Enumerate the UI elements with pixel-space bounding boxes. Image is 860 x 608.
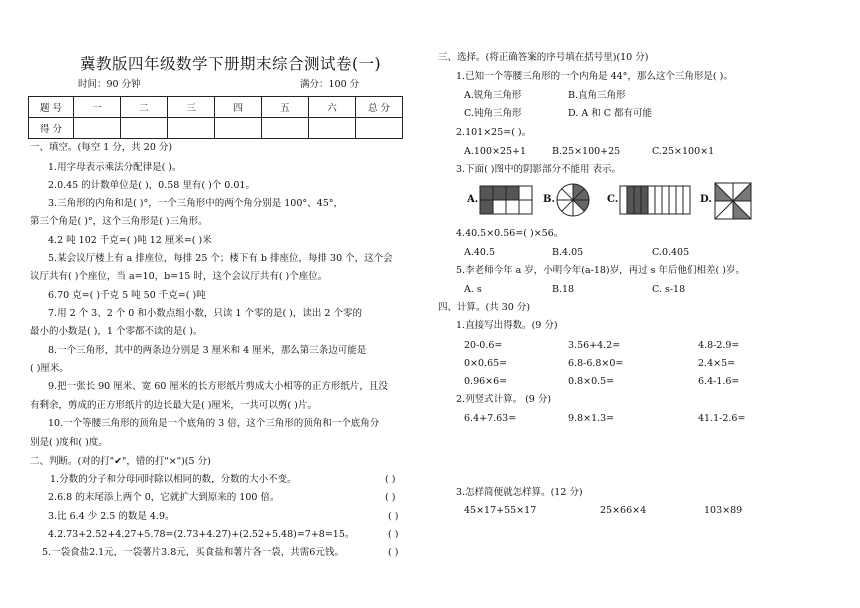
fill-q9-line1: 9.把一张长 90 厘米、宽 60 厘米的长方形纸片剪成大小相等的正方形纸片，且没	[48, 381, 388, 392]
choice-q1: 1.已知一个等腰三角形的一个内角是 44°，那么这个三角形是( )。	[456, 71, 733, 82]
direct-calc-item: 2.4×5=	[698, 358, 736, 369]
fill-q9-line2: 有剩余，剪成的正方形纸片的边长最大是( )厘米，一共可以剪( )片。	[30, 400, 317, 411]
choice-q5-option-b[interactable]: B.18	[552, 284, 575, 295]
fill-q1: 1.用字母表示乘法分配律是( )。	[48, 162, 182, 173]
page-title: 冀教版四年级数学下册期末综合测试卷(一)	[80, 55, 382, 73]
direct-calc-item: 0.8×0.5=	[568, 376, 615, 387]
choice-q2-option-c[interactable]: C.25×100×1	[652, 146, 715, 157]
fill-q5-line1: 5.某会议厅楼上有 a 排座位，每排 25 个；楼下有 b 排座位，每排 30 个，这个会	[48, 253, 393, 264]
simplify-calc-item: 25×66×4	[600, 505, 647, 516]
fill-q4: 4.2 吨 102 千克=( )吨 12 厘米=( )米	[48, 235, 212, 246]
judge-item-2: 2.6.8 的末尾添上两个 0，它就扩大到原来的 100 倍。	[48, 492, 280, 503]
figure-label-a[interactable]: A.	[467, 194, 479, 205]
exam-full-score: 满分：100 分	[300, 79, 360, 90]
choice-q4: 4.40.5×0.56=( )×56。	[456, 228, 564, 239]
section3-heading: 三、选择。(将正确答案的序号填在括号里)(10 分)	[438, 52, 649, 63]
vertical-calc-item: 6.4+7.63=	[464, 413, 517, 424]
calc-sub1-heading: 1.直接写出得数。(9 分)	[456, 320, 558, 331]
figure-label-b[interactable]: B.	[543, 194, 555, 205]
simplify-calc-item: 45×17+55×17	[464, 505, 537, 516]
fill-q8-line2: ( )厘米。	[30, 363, 69, 374]
figure-d-square[interactable]	[714, 182, 752, 220]
choice-q4-option-b[interactable]: B.4.05	[552, 247, 584, 258]
fill-q10-line1: 10.一个等腰三角形的顶角是一个底角的 3 倍，这个三角形的顶角和一个底角分	[48, 418, 380, 429]
exam-time: 时间：90 分钟	[78, 79, 141, 90]
score-table-header-row	[29, 97, 403, 118]
direct-calc-item: 0.96×6=	[464, 376, 508, 387]
fill-q3-line1: 3.三角形的内角和是( )°，一个三角形中的两个角分别是 100°、45°，	[48, 198, 343, 209]
choice-q1-option-b[interactable]: B.直角三角形	[568, 90, 626, 101]
direct-calc-item: 6.8-6.8×0=	[568, 358, 624, 369]
judge-item-5: 5.一袋食盐2.1元，一袋薯片3.8元，买食盐和薯片各一袋，共需6元钱。	[42, 547, 344, 558]
score-table-header: 总 分	[356, 97, 403, 118]
score-row-label: 得 分	[29, 118, 74, 139]
figure-b-pie[interactable]	[555, 182, 591, 218]
simplify-calc-item: 103×89	[704, 505, 743, 516]
section4-heading: 四、计算。(共 30 分)	[438, 302, 531, 313]
judge-item-3: 3.比 6.4 少 2.5 的数是 4.9。	[48, 511, 175, 522]
calc-sub2-heading: 2.列竖式计算。 (9 分)	[456, 394, 552, 405]
choice-q4-option-a[interactable]: A.40.5	[464, 247, 496, 258]
score-cell[interactable]	[356, 118, 403, 139]
judge-answer-paren[interactable]: ( )	[388, 547, 399, 558]
score-table-header: 三	[168, 97, 215, 118]
calc-sub3-heading: 3.怎样简便就怎样算。(12 分)	[456, 487, 583, 498]
judge-answer-paren[interactable]: ( )	[388, 511, 399, 522]
choice-q1-option-c[interactable]: C.钝角三角形	[464, 108, 522, 119]
score-table-header: 二	[121, 97, 168, 118]
score-cell[interactable]	[74, 118, 121, 139]
judge-item-1: 1.分数的分子和分母同时除以相同的数，分数的大小不变。	[50, 474, 297, 485]
choice-q5-option-c[interactable]: C. s-18	[652, 284, 686, 295]
section1-heading: 一、填空。(每空 1 分，共 20 分)	[30, 142, 173, 153]
figure-label-d[interactable]: D.	[700, 194, 712, 205]
score-table-header: 五	[262, 97, 309, 118]
fill-q2: 2.0.45 的计数单位是( )，0.58 里有( )个 0.01。	[48, 180, 255, 191]
score-table-header: 一	[74, 97, 121, 118]
score-table-header: 题 号	[29, 97, 74, 118]
score-table-header: 四	[215, 97, 262, 118]
direct-calc-item: 0×0.65=	[464, 358, 508, 369]
choice-q5: 5.李老师今年 a 岁，小明今年(a-18)岁，再过 s 年后他们相差( )岁。	[456, 265, 745, 276]
direct-calc-item: 3.56+4.2=	[568, 340, 621, 351]
choice-q3: 3.下面( )图中的阴影部分不能用 表示。	[456, 164, 622, 175]
score-cell[interactable]	[121, 118, 168, 139]
section2-heading: 二、判断。(对的打"✔"，错的打"×")(5 分)	[30, 456, 211, 467]
score-cell[interactable]	[309, 118, 356, 139]
fill-q6: 6.70 克=( )千克 5 吨 50 千克=( )吨	[48, 290, 206, 301]
score-table-header: 六	[309, 97, 356, 118]
score-cell[interactable]	[262, 118, 309, 139]
vertical-calc-item: 41.1-2.6=	[698, 413, 746, 424]
direct-calc-item: 6.4-1.6=	[698, 376, 740, 387]
score-table	[28, 96, 403, 139]
fill-q8-line1: 8.一个三角形，其中的两条边分别是 3 厘米和 4 厘米，那么第三条边可能是	[48, 345, 367, 356]
score-cell[interactable]	[168, 118, 215, 139]
fill-q10-line2: 别是( )度和( )度。	[30, 437, 108, 448]
judge-answer-paren[interactable]: ( )	[385, 474, 396, 485]
fill-q7-line1: 7.用 2 个 3、2 个 0 和小数点组小数，只读 1 个零的是( )，读出 2 个零的	[48, 308, 362, 319]
choice-q1-option-a[interactable]: A.锐角三角形	[464, 90, 522, 101]
score-cell[interactable]	[215, 118, 262, 139]
vertical-calc-item: 9.8×1.3=	[568, 413, 615, 424]
direct-calc-item: 20-0.6=	[464, 340, 503, 351]
fill-q7-line2: 最小的小数是( )，1 个零都不读的是( )。	[30, 326, 203, 337]
choice-q4-option-c[interactable]: C.0.405	[652, 247, 690, 258]
choice-q1-option-d[interactable]: D. A 和 C 都有可能	[568, 108, 653, 119]
choice-q2-option-b[interactable]: B.25×100+25	[552, 146, 621, 157]
figure-a-fraction-bar[interactable]	[479, 185, 534, 215]
figure-c-strip[interactable]	[619, 185, 691, 215]
score-table-score-row	[29, 118, 403, 139]
choice-q5-option-a[interactable]: A. s	[464, 284, 482, 295]
choice-q2: 2.101×25=( )。	[456, 127, 532, 138]
judge-answer-paren[interactable]: ( )	[388, 529, 399, 540]
fill-q5-line2: 议厅共有( )个座位，当 a=10，b=15 时，这个会议厅共有( )个座位。	[30, 271, 328, 282]
judge-item-4: 4.2.73+2.52+4.27+5.78=(2.73+4.27)+(2.52+5.48)=7+8=15。	[48, 529, 355, 540]
judge-answer-paren[interactable]: ( )	[385, 492, 396, 503]
choice-q2-option-a[interactable]: A.100×25+1	[464, 146, 527, 157]
direct-calc-item: 4.8-2.9=	[698, 340, 740, 351]
figure-label-c[interactable]: C.	[607, 194, 619, 205]
fill-q3-line2: 第三个角是( )°，这个三角形是( )三角形。	[30, 216, 208, 227]
